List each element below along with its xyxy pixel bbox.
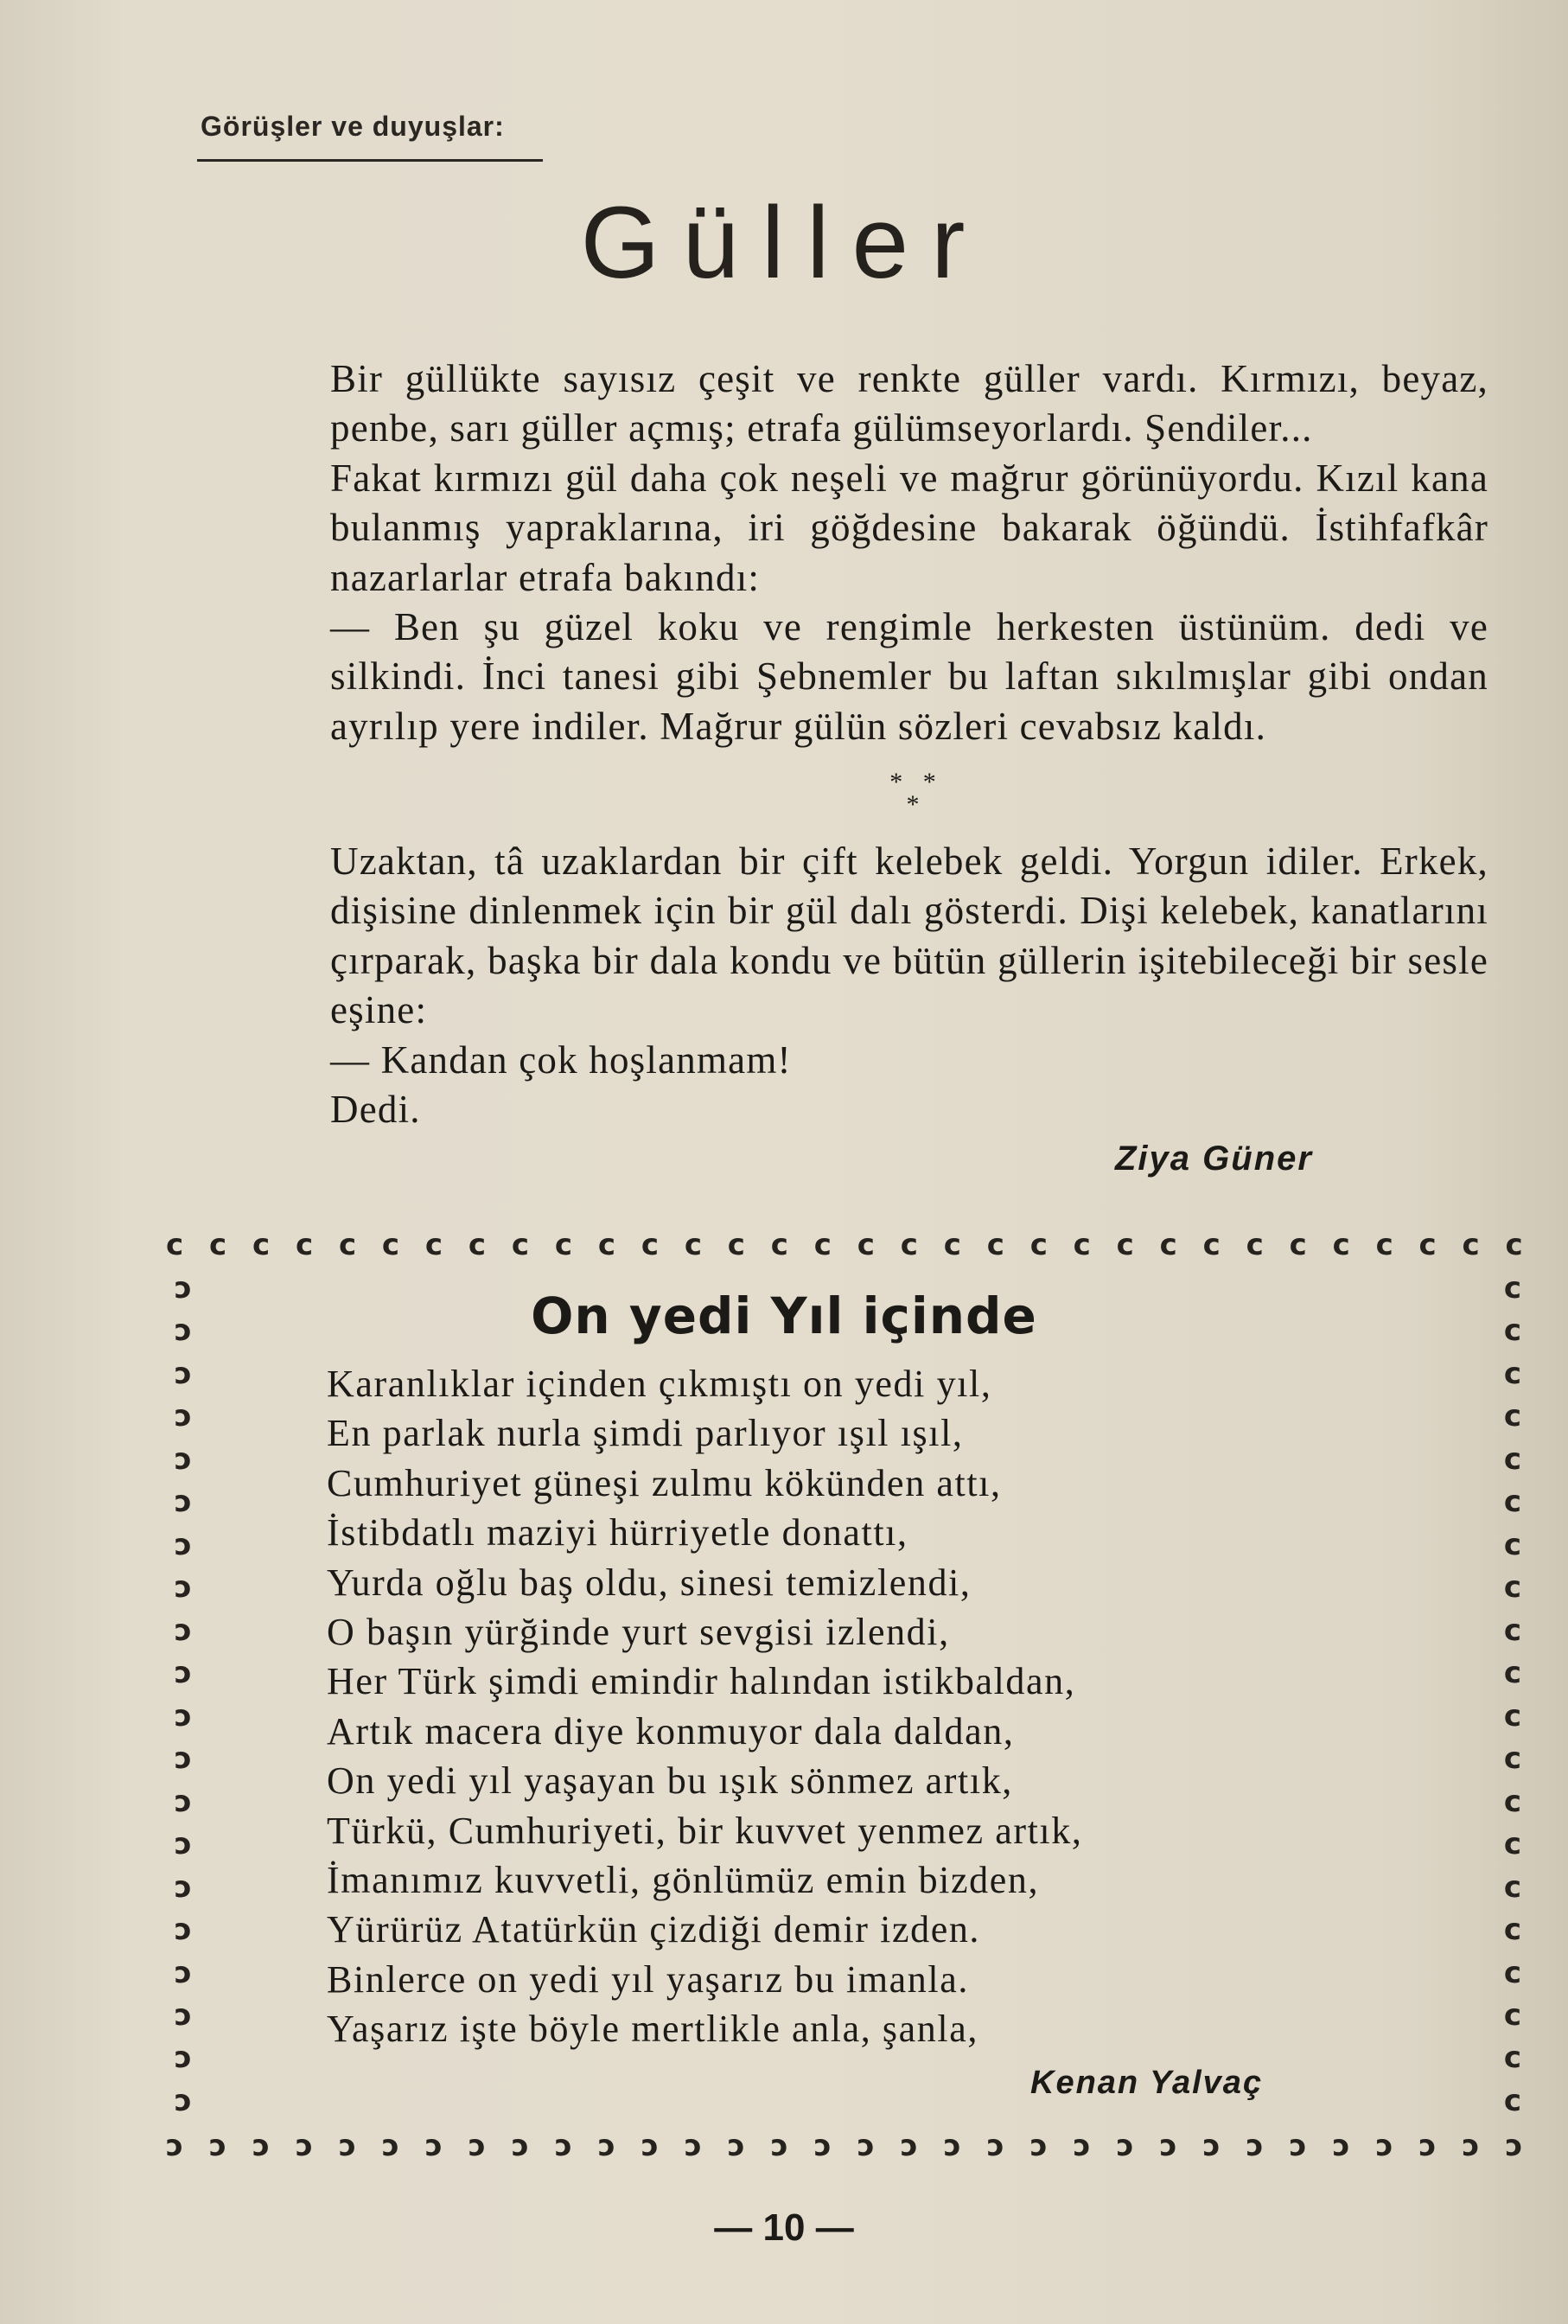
section-underline [197, 159, 543, 162]
article-body [201, 354, 1488, 751]
border-ornament: ɔ [174, 1313, 193, 1349]
border-ornament: ɔ [1073, 2129, 1091, 2163]
border-ornament: c [424, 1228, 443, 1262]
border-ornament: ɔ [295, 2129, 314, 2163]
section-label: Görüşler ve duyuşlar: [201, 111, 505, 142]
section-separator: * * * [889, 768, 943, 819]
border-ornament: ɔ [1332, 2129, 1350, 2163]
border-ornament: c [1503, 2083, 1522, 2118]
border-ornament: ɔ [174, 1484, 193, 1520]
border-ornament: c [986, 1228, 1004, 1262]
border-ornament: c [554, 1228, 573, 1262]
border-ornament: ɔ [597, 2129, 615, 2163]
border-ornament: ɔ [943, 2129, 961, 2163]
poem-line: Artık macera diye konmuyor dala daldan, [327, 1709, 1015, 1753]
page-number: — 10 — [714, 2206, 854, 2249]
border-ornament: ɔ [174, 1356, 193, 1391]
border-ornament: c [1503, 2040, 1522, 2076]
border-ornament: ɔ [1375, 2129, 1393, 2163]
border-ornament: ɔ [174, 1997, 193, 2033]
border-ornament: c [1503, 1741, 1522, 1777]
border-ornament: c [770, 1228, 788, 1262]
border-ornament: ɔ [1289, 2129, 1307, 2163]
border-ornament: c [1503, 1784, 1522, 1819]
border-ornament: c [1375, 1228, 1393, 1262]
paragraph: Uzaktan, tâ uzaklardan bir çift kelebek geldi. Yorgun idiler. Erkek, dişisine dinlenmek için bir gül dalı gösterdi. Dişi kelebek, kanatlarını çırparak, başka bir dala kondu ve bütün güllerin işitebileceği bir sesle eşine: [330, 840, 1488, 1032]
poem-border-top [166, 1228, 1523, 1262]
border-ornament: ɔ [174, 1570, 193, 1606]
border-ornament: c [1503, 1698, 1522, 1733]
border-ornament: ɔ [1418, 2129, 1437, 2163]
border-ornament: c [1289, 1228, 1307, 1262]
border-ornament: ɔ [554, 2129, 573, 2163]
poem-border-bottom [166, 2129, 1523, 2163]
border-ornament: c [511, 1228, 530, 1262]
border-ornament: c [468, 1228, 487, 1262]
poem-title: On yedi Yıl içinde [531, 1286, 1037, 1345]
border-ornament: ɔ [174, 1869, 193, 1905]
border-ornament: c [1116, 1228, 1134, 1262]
border-ornament: ɔ [813, 2129, 832, 2163]
border-ornament: ɔ [1462, 2129, 1480, 2163]
border-ornament: ɔ [727, 2129, 745, 2163]
border-ornament: c [684, 1228, 702, 1262]
poem-body [327, 1359, 1450, 2054]
border-ornament: c [1418, 1228, 1437, 1262]
border-ornament: c [1503, 1570, 1522, 1606]
border-ornament: ɔ [252, 2129, 271, 2163]
border-ornament: ɔ [174, 1827, 193, 1862]
article-author: Ziya Güner [1115, 1140, 1313, 1178]
border-ornament: ɔ [338, 2129, 357, 2163]
border-ornament: c [1073, 1228, 1091, 1262]
border-ornament: ɔ [174, 1912, 193, 1948]
paragraph: — Kandan çok hoşlanmam! [330, 1038, 792, 1082]
article-body-continued [201, 837, 1488, 1134]
border-ornament: c [1503, 1955, 1522, 1990]
paragraph: Dedi. [330, 1088, 421, 1132]
border-ornament: ɔ [468, 2129, 487, 2163]
border-ornament: ɔ [684, 2129, 702, 2163]
border-ornament: c [1503, 1827, 1522, 1862]
border-ornament: ɔ [174, 2040, 193, 2076]
border-ornament: c [900, 1228, 918, 1262]
border-ornament: ɔ [174, 1656, 193, 1691]
poem-line: En parlak nurla şimdi parlıyor ışıl ışıl, [327, 1412, 964, 1455]
poem-line: Binlerce on yedi yıl yaşarız bu imanla. [327, 1957, 969, 2001]
border-ornament: c [1503, 1656, 1522, 1691]
border-ornament: c [943, 1228, 961, 1262]
border-ornament: c [1029, 1228, 1048, 1262]
paragraph: Fakat kırmızı gül daha çok neşeli ve mağrur görünüyordu. Kızıl kana bulanmış yapraklarına, iri göğdesine bakarak öğündü. İstihfafkâr nazarlarlar etrafa bakındı: [330, 456, 1488, 599]
border-ornament: c [1332, 1228, 1350, 1262]
border-ornament: ɔ [174, 1399, 193, 1434]
border-ornament: ɔ [641, 2129, 659, 2163]
border-ornament: c [1503, 1271, 1522, 1306]
border-ornament: ɔ [1246, 2129, 1264, 2163]
border-ornament: ɔ [1505, 2129, 1523, 2163]
paragraph: Bir güllükte sayısız çeşit ve renkte güller vardı. Kırmızı, beyaz, penbe, sarı güller açmış; etrafa gülümseyorlardı. Şendiler... [330, 357, 1488, 450]
border-ornament: c [1462, 1228, 1480, 1262]
border-ornament: ɔ [770, 2129, 788, 2163]
border-ornament: ɔ [381, 2129, 400, 2163]
border-ornament: c [597, 1228, 615, 1262]
border-ornament: c [252, 1228, 271, 1262]
poem-author: Kenan Yalvaç [1030, 2065, 1264, 2101]
poem-border-left [166, 1271, 201, 2118]
border-ornament: ɔ [174, 1612, 193, 1648]
poem-line: O başın yürğinde yurt sevgisi izlendi, [327, 1611, 950, 1654]
border-ornament: ɔ [1029, 2129, 1048, 2163]
border-ornament: c [813, 1228, 832, 1262]
border-ornament: c [1503, 1869, 1522, 1905]
border-ornament: c [338, 1228, 357, 1262]
border-ornament: c [166, 1228, 184, 1262]
poem-line: İmanımız kuvvetli, gönlümüz emin bizden, [327, 1859, 1040, 1902]
border-ornament: ɔ [166, 2129, 184, 2163]
poem-line: Yürürüz Atatürkün çizdiği demir izden. [327, 1908, 981, 1951]
border-ornament: c [1246, 1228, 1264, 1262]
poem-line: Cumhuriyet güneşi zulmu kökünden attı, [327, 1461, 1002, 1504]
border-ornament: ɔ [208, 2129, 227, 2163]
border-ornament: ɔ [174, 1698, 193, 1733]
border-ornament: c [1159, 1228, 1177, 1262]
border-ornament: ɔ [174, 1527, 193, 1562]
border-ornament: c [1503, 1612, 1522, 1648]
border-ornament: ɔ [511, 2129, 530, 2163]
border-ornament: ɔ [174, 1741, 193, 1777]
border-ornament: c [295, 1228, 314, 1262]
poem-line: Yaşarız işte böyle mertlikle anla, şanla, [327, 2008, 978, 2051]
border-ornament: c [1503, 1356, 1522, 1391]
border-ornament: c [208, 1228, 227, 1262]
border-ornament: c [1503, 1399, 1522, 1434]
border-ornament: c [1505, 1228, 1523, 1262]
border-ornament: ɔ [857, 2129, 875, 2163]
border-ornament: c [857, 1228, 875, 1262]
border-ornament: c [1503, 1441, 1522, 1477]
border-ornament: ɔ [1116, 2129, 1134, 2163]
border-ornament: ɔ [424, 2129, 443, 2163]
poem-line: Karanlıklar içinden çıkmıştı on yedi yıl, [327, 1363, 992, 1405]
poem-line: Yurda oğlu baş oldu, sinesi temizlendi, [327, 1561, 972, 1604]
border-ornament: ɔ [174, 1271, 193, 1306]
border-ornament: c [1503, 1484, 1522, 1520]
poem-line: Her Türk şimdi emindir halından istikbaldan, [327, 1660, 1076, 1703]
border-ornament: c [727, 1228, 745, 1262]
border-ornament: c [1503, 1527, 1522, 1562]
border-ornament: ɔ [1202, 2129, 1221, 2163]
border-ornament: c [381, 1228, 400, 1262]
paragraph: — Ben şu güzel koku ve rengimle herkesten üstünüm. dedi ve silkindi. İnci tanesi gibi Şebnemler bu laftan sıkılmışlar gibi ondan ayrılıp yere indiler. Mağrur gülün sözleri cevabsız kaldı. [330, 605, 1488, 748]
poem-line: On yedi yıl yaşayan bu ışık sönmez artık, [327, 1759, 1013, 1803]
poem-line: İstibdatlı maziyi hürriyetle donattı, [327, 1511, 908, 1555]
border-ornament: ɔ [174, 2083, 193, 2118]
poem-border-right [1495, 1271, 1530, 2118]
border-ornament: ɔ [174, 1784, 193, 1819]
border-ornament: c [1202, 1228, 1221, 1262]
border-ornament: ɔ [174, 1955, 193, 1990]
border-ornament: c [1503, 1997, 1522, 2033]
border-ornament: c [641, 1228, 659, 1262]
article-title: Güller [580, 186, 988, 300]
border-ornament: ɔ [1159, 2129, 1177, 2163]
border-ornament: ɔ [900, 2129, 918, 2163]
border-ornament: ɔ [174, 1441, 193, 1477]
border-ornament: c [1503, 1912, 1522, 1948]
poem-line: Türkü, Cumhuriyeti, bir kuvvet yenmez artık, [327, 1809, 1083, 1852]
border-ornament: ɔ [986, 2129, 1004, 2163]
border-ornament: c [1503, 1313, 1522, 1349]
